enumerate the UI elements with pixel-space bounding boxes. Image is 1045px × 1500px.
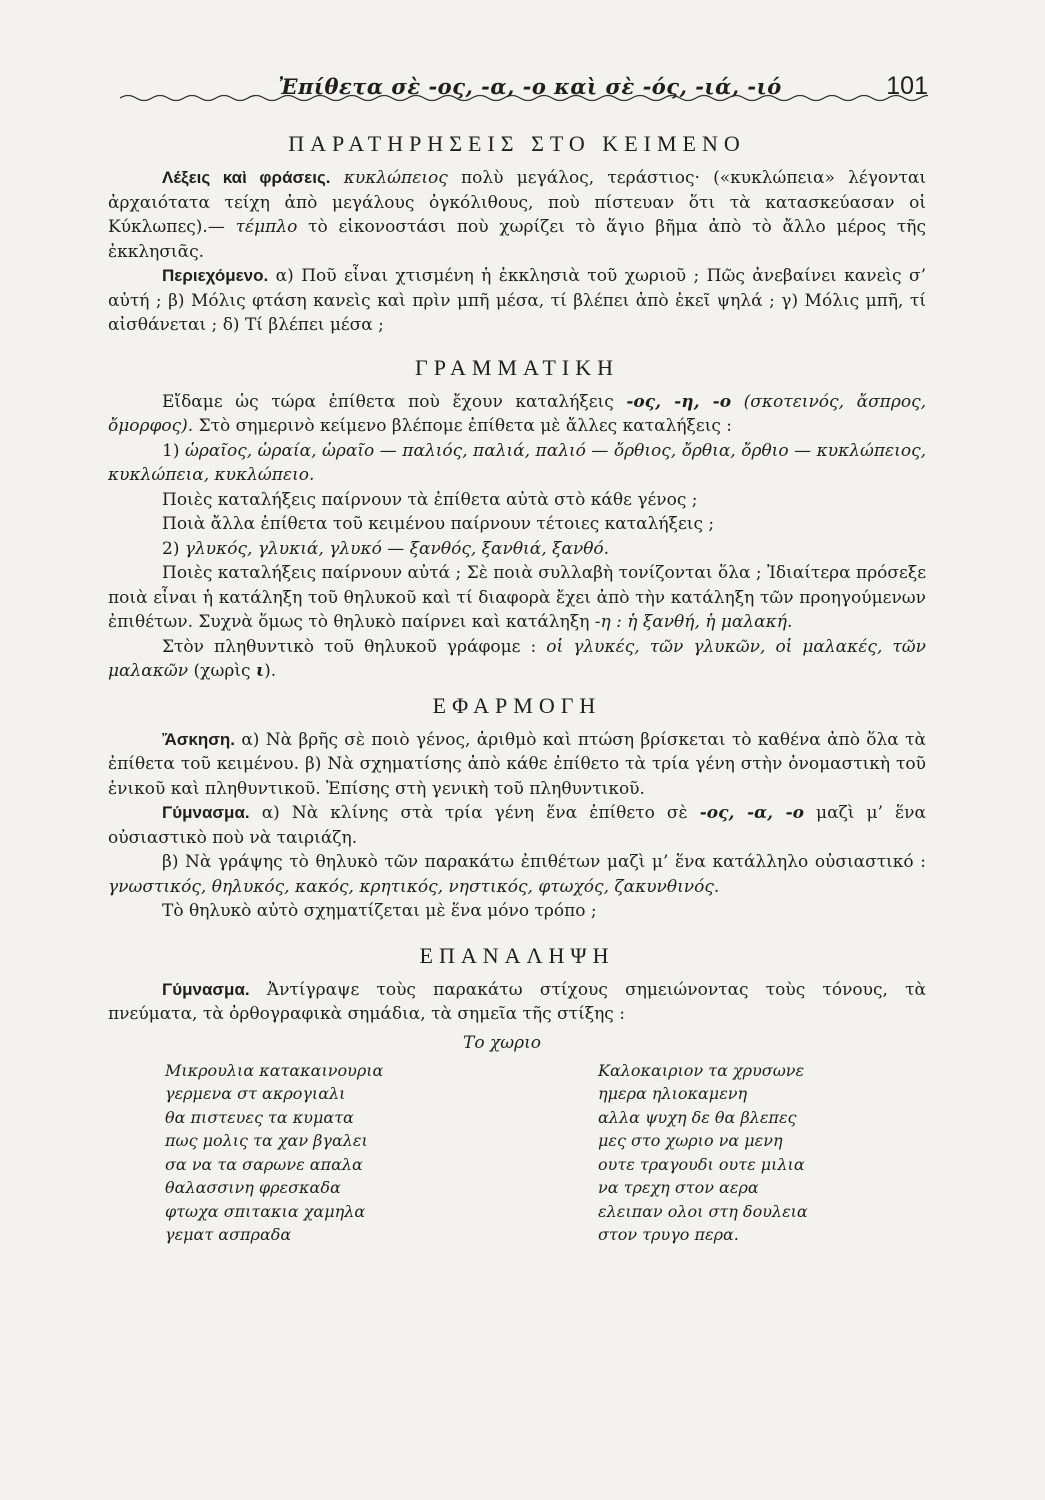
grammar-p1-examples: (σκοτεινός, ἄσπρος, ὄμορφος). [108,391,927,436]
term-kyklopeios: κυκλώπειος [343,168,448,188]
grammar-p5-num: 2) [162,538,185,559]
content-questions: α) Ποῦ εἶναι χτισμένη ἡ ἐκκλησιὰ τοῦ χωριοῦ ; Πῶς ἀνεβαίνει κανεὶς σ’ αὐτή ; β) Μόλις φτάση κανεὶς καὶ πρὶν μπῆ μέσα, τί βλέπει ἀπὸ ἐκεῖ ψηλά ; γ) Μόλις μπῆ, τί αἰσθάνεται ; δ) Τί βλέπει μέσα ; [108,266,926,335]
poem [108,1059,926,1279]
grammar-p5-examples: γλυκός, γλυκιά, γλυκό — ξανθός, ξανθιά, ξανθό. [184,538,610,559]
gymnasma-text-b: μαζὶ μ’ ἕνα οὐσιαστικὸ ποὺ νὰ ταιριάζη. [108,803,926,848]
grammar-p1 [108,390,926,439]
gymnasma-b-words: γνωστικός, θηλυκός, κακός, κρητικός, νηστικός, φτωχός, ζακυνθινός. [108,876,720,897]
page-header [120,62,928,102]
poem-line: Μικρουλια κατακαινουρια [165,1060,384,1080]
grammar-p7-text: Στὸν πληθυντικὸ τοῦ θηλυκοῦ γράφομε : [162,636,547,657]
poem-line: πως μολις τα χαν βγαλει [165,1131,368,1150]
review-gymnasma [108,978,926,1027]
gymnasma-text: α) Νὰ κλίνης στὰ τρία γένη ἕνα ἐπίθετο σὲ [249,803,700,823]
words-paragraph [108,166,926,264]
poem-line: να τρεχη στον αερα [598,1178,759,1197]
section-title-review: ΕΠΑΝΑΛΗΨΗ [419,942,615,968]
poem-title-text: Το χωριο [463,1032,542,1053]
poem-line: θαλασσινη φρεσκαδα [165,1178,341,1197]
poem-line: φτωχα σπιτακια χαμηλα [165,1201,366,1221]
poem-line: ουτε τραγουδι ουτε μιλια [598,1154,805,1174]
grammar-p6 [108,561,926,635]
grammar-p7 [108,635,926,684]
grammar-p7-text-b: (χωρὶς [188,661,256,681]
exercise-text: α) Νὰ βρῆς σὲ ποιὸ γένος, ἀριθμὸ καὶ πτώση βρίσκεται τὸ καθένα ἀπὸ ὅλα τὰ ἐπίθετα τοῦ κειμένου. β) Νὰ σχηματίσης ἀπὸ κάθε ἐπίθετο τὰ τρία γένη στὴν ὀνομαστικὴ τοῦ ἑνικοῦ καὶ πληθυντικοῦ. Ἐπίσης στὴ γενικὴ τοῦ πληθυντικοῦ. [108,729,926,799]
section-title-notes: ΠΑΡΑΤΗΡΗΣΕΙΣ ΣΤΟ ΚΕΙΜΕΝΟ [288,131,746,156]
section-title-application: ΕΦΑΡΜΟΓΗ [432,692,602,718]
poem-line: Καλοκαιριον τα χρυσωνε [598,1060,805,1080]
poem-right-column [598,1059,808,1247]
grammar-p1-text: Εἴδαμε ὡς τώρα ἐπίθετα ποὺ ἔχουν καταλήξεις [162,391,627,412]
words-label: Λέξεις καὶ φράσεις. [162,168,331,187]
application-question: Τὸ θηλυκὸ αὐτὸ σχηματίζεται μὲ ἕνα μόνο τρόπο ; [162,901,597,921]
grammar-p5 [108,537,926,562]
gymnasma-label: Γύμνασμα. [162,803,250,822]
poem-line: γερμενα στ ακρογιαλι [165,1084,346,1103]
poem-line: θα πιστευες τα κυματα [165,1107,354,1127]
review-gymnasma-label: Γύμνασμα. [162,979,250,999]
content-label: Περιεχόμενο. [162,266,269,285]
poem-line: μες στο χωριο να μενη [598,1131,783,1150]
poem-line: ημερα ηλιοκαμενη [598,1084,748,1103]
running-title: Ἐπίθετα σὲ -ος, -α, -ο καὶ σὲ -ός, -ιά, -ιό [278,74,782,99]
page-number: 101 [886,72,928,100]
wavy-rule [120,90,928,106]
grammar-p7-iota: ι [255,661,265,681]
grammar-p6-examples: -η : ἡ ξανθή, ἡ μαλακή. [594,612,793,632]
grammar-p7-text-c: ). [264,661,277,681]
grammar-p4: Ποιὰ ἄλλα ἐπίθετα τοῦ κειμένου παίρνουν τέτοιες καταλήξεις ; [162,514,715,534]
grammar-p2 [108,439,926,488]
grammar-p3: Ποιὲς καταλήξεις παίρνουν τὰ ἐπίθετα αὐτὰ στὸ κάθε γένος ; [162,489,698,510]
poem-left-column [165,1059,383,1247]
gymnasma-endings: -ος, -α, -ο [699,803,804,823]
grammar-p1-text-b: Στὸ σημερινὸ κείμενο βλέπομε ἐπίθετα μὲ ἄλλες καταλήξεις : [193,416,733,436]
section-title-grammar: ΓΡΑΜΜΑΤΙΚΗ [415,354,619,380]
poem-line: στον τρυγο περα. [598,1225,739,1244]
term-templo: τέμπλο [224,217,298,237]
application-gymnasma [108,801,926,850]
def-templo: τὸ εἰκονοστάσι ποὺ χωρίζει τὸ ἅγιο βῆμα ἀπὸ τὸ ἄλλο μέρος τῆς ἐκκλησιᾶς. [108,217,926,262]
exercise-label: Ἄσκηση. [162,729,235,749]
application-exercise [108,728,926,802]
poem-title [108,1033,926,1059]
grammar-p7-examples: οἱ γλυκές, τῶν γλυκῶν, οἱ μαλακές, τῶν μαλακῶν [108,636,927,681]
content-paragraph [108,264,926,338]
def-kyklopeios: πολὺ μεγάλος, τεράστιος· («κυκλώπεια» λέγονται ἀρχαιότατα τείχη ἀπὸ μεγάλους ὀγκόλιθους, ποὺ πίστευαν ὅτι τὰ κατασκεύασαν οἱ Κύκλωπες).— [108,168,926,237]
application-gymnasma-b [108,850,926,899]
page-content [108,128,926,1279]
poem-line: σα να τα σαρωνε απαλα [165,1154,363,1174]
grammar-p6-text: Ποιὲς καταλήξεις παίρνουν αὐτά ; Σὲ ποιὰ συλλαβὴ τονίζονται ὅλα ; Ἰδιαίτερα πρόσεξε ποιὰ εἶναι ἡ κατάληξη τοῦ θηλυκοῦ καὶ τί διαφορὰ ἔχει ἀπὸ τὴν κατάληξη τῶν προηγούμενων ἐπιθέτων. Συχνὰ ὅμως τὸ θηλυκὸ παίρνει καὶ κατάληξη [108,563,926,632]
grammar-p1-endings: -ος, -η, -ο [626,391,732,412]
grammar-p2-num: 1) [162,440,185,461]
poem-line: αλλα ψυχη δε θα βλεπες [598,1107,797,1127]
gymnasma-b-text: β) Νὰ γράψης τὸ θηλυκὸ τῶν παρακάτω ἐπιθέτων μαζὶ μ’ ἕνα κατάλληλο οὐσιαστικό : [162,852,926,872]
poem-line: γεματ ασπραδα [165,1225,292,1244]
grammar-p2-examples: ὡραῖος, ὡραία, ὡραῖο — παλιός, παλιά, παλιό — ὄρθιος, ὄρθια, ὄρθιο — κυκλώπειος, κυκλώπεια, κυκλώπειο. [108,440,926,485]
review-gymnasma-text: Ἀντίγραψε τοὺς παρακάτω στίχους σημειώνοντας τοὺς τόνους, τὰ πνεύματα, τὰ ὀρθογραφικὰ σημάδια, τὰ σημεῖα τῆς στίξης : [108,979,926,1024]
poem-line: ελειπαν ολοι στη δουλεια [598,1201,808,1221]
